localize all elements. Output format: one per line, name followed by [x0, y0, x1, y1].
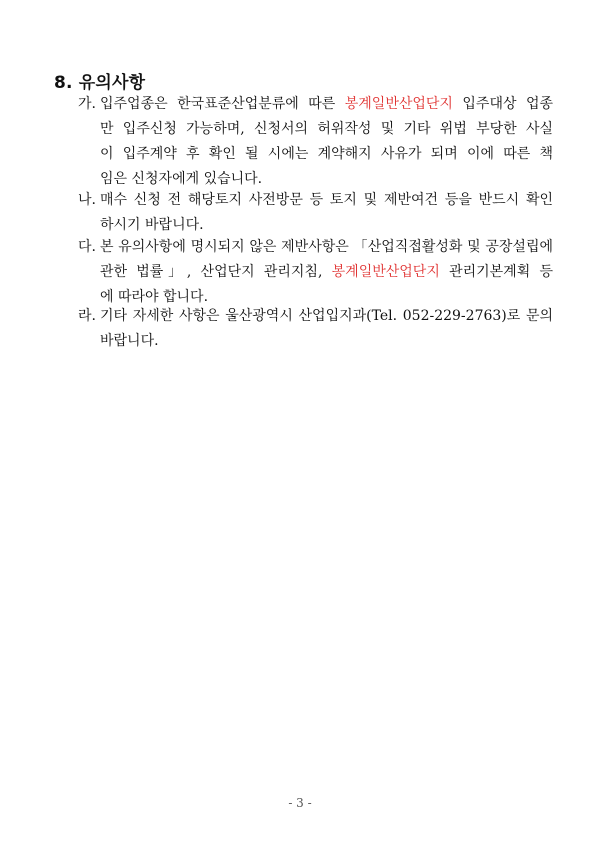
- item-line: 하시기 바랍니다.: [100, 217, 204, 233]
- highlight-complex-name: 봉계일반산업단지: [331, 264, 440, 280]
- item-line: 임은 신청자에게 있습니다.: [100, 171, 263, 187]
- notice-item-ra: [78, 304, 553, 354]
- item-marker: 가.: [78, 96, 96, 112]
- page-number: - 3 -: [288, 796, 312, 810]
- item-line: 본 유의사항에 명시되지 않은 제반사항은 「산업직접활성화 및 공장설립에: [100, 239, 553, 255]
- item-line: 매수 신청 전 해당토지 사전방문 등 토지 및 제반여건 등을 반드시 확인: [100, 192, 553, 208]
- item-marker: 다.: [78, 239, 96, 255]
- highlight-complex-name: 봉계일반산업단지: [344, 96, 453, 112]
- notice-item-na: [78, 188, 553, 238]
- item-line: 바랍니다.: [100, 333, 159, 349]
- notice-item-da: [78, 235, 553, 310]
- item-line: 관한 법률」, 산업단지 관리지침, 봉계일반산업단지 관리기본계획 등: [100, 264, 553, 280]
- item-line: 에 따라야 합니다.: [100, 289, 209, 305]
- item-line: 만 입주신청 가능하며, 신청서의 허위작성 및 기타 위법 부당한 사실: [100, 121, 553, 137]
- item-marker: 나.: [78, 192, 96, 208]
- notice-item-ga: [78, 92, 553, 192]
- item-marker: 라.: [78, 308, 96, 324]
- item-line: 기타 자세한 사항은 울산광역시 산업입지과(Tel. 052-229-2763)로 문의: [100, 308, 553, 324]
- section-title: 8. 유의사항: [54, 73, 146, 93]
- item-line: 이 입주계약 후 확인 될 시에는 계약해지 사유가 되며 이에 따른 책: [100, 146, 553, 162]
- item-line: 입주업종은 한국표준산업분류에 따른 봉계일반산업단지 입주대상 업종: [100, 96, 554, 112]
